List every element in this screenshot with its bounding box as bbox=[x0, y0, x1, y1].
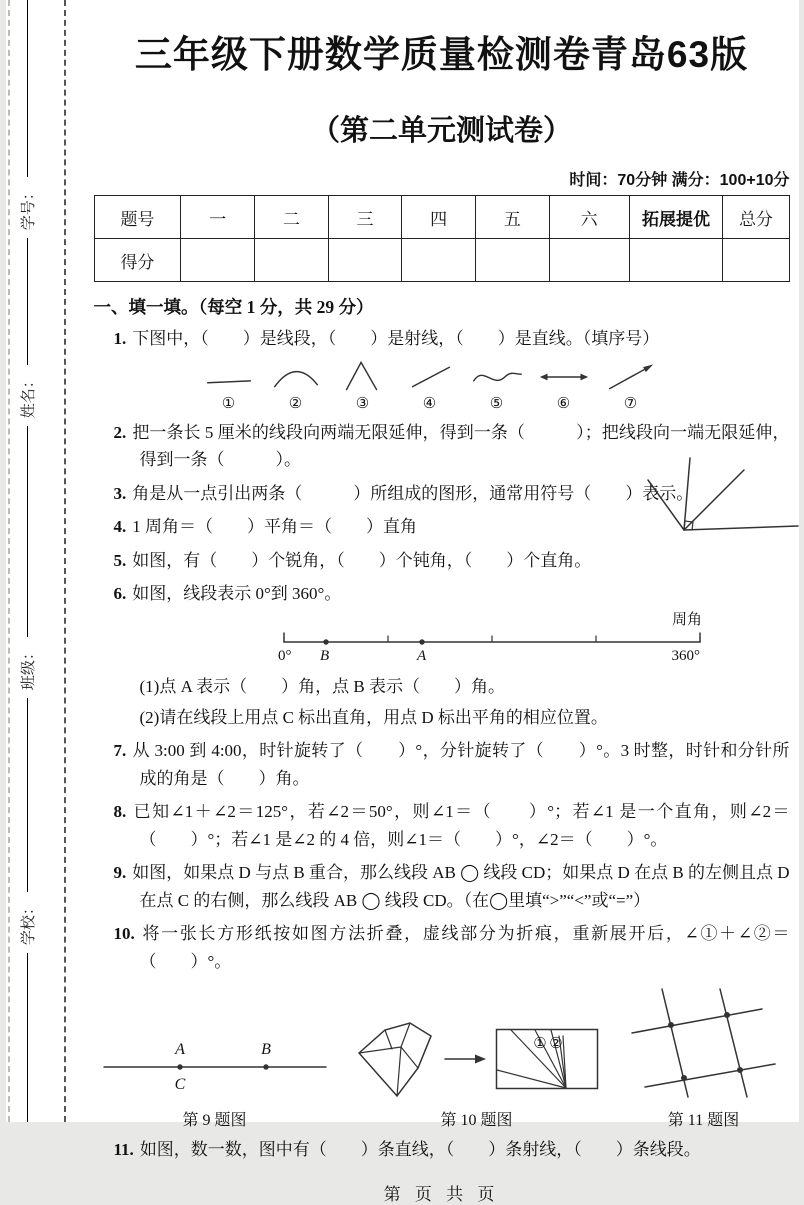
fig11-caption: 第 11 题图 bbox=[668, 1107, 739, 1130]
fig10-unfolded-rectangle bbox=[495, 1028, 599, 1090]
arc-shape bbox=[265, 359, 327, 393]
score-cell bbox=[723, 239, 789, 282]
figure-wavy-curve bbox=[466, 359, 528, 413]
col-five: 五 bbox=[476, 196, 550, 239]
point-a-dot bbox=[419, 639, 424, 644]
fig10-angle-2-label: ② bbox=[549, 1036, 562, 1052]
class-blank-line bbox=[26, 698, 28, 892]
question-8-number: 8. bbox=[114, 802, 133, 821]
fig10-angle-1-label: ① bbox=[533, 1036, 546, 1052]
fig11-crossing-lines bbox=[624, 987, 784, 1099]
point-b-label: B bbox=[320, 648, 329, 664]
student-id-label: 学号： bbox=[16, 185, 37, 230]
wavy-curve-shape bbox=[466, 359, 528, 393]
test-paper-page bbox=[6, 0, 799, 1122]
point-b-dot bbox=[323, 639, 328, 644]
figure-label-2: ② bbox=[289, 394, 302, 413]
question-9-number: 9. bbox=[114, 863, 133, 882]
question-10 bbox=[94, 920, 790, 975]
question-7 bbox=[94, 737, 790, 792]
figure-ray bbox=[600, 359, 662, 413]
question-1 bbox=[94, 325, 790, 353]
name-blank-line bbox=[26, 426, 28, 637]
line-shape bbox=[533, 359, 595, 393]
figure-slanted-segment bbox=[399, 359, 461, 413]
score-cell bbox=[255, 239, 329, 282]
figure-line-double-arrow bbox=[533, 359, 595, 413]
question-6-text: 如图，线段表示 0°到 360°。 bbox=[132, 584, 341, 603]
zero-degree-label: 0° bbox=[278, 648, 292, 664]
question-6-number: 6. bbox=[114, 584, 133, 603]
figure-label-7: ⑦ bbox=[624, 394, 637, 413]
fig10-caption: 第 10 题图 bbox=[440, 1107, 512, 1130]
figure-question-9 bbox=[100, 1027, 330, 1130]
col-one: 一 bbox=[181, 196, 255, 239]
school-blank-line bbox=[26, 953, 28, 1122]
question-6 bbox=[94, 580, 790, 608]
point-a-label: A bbox=[416, 648, 427, 664]
fig9-label-b: B bbox=[261, 1041, 271, 1058]
slanted-segment-shape bbox=[399, 359, 461, 393]
top-blank-line bbox=[26, 0, 28, 177]
question-4-number: 4. bbox=[114, 517, 133, 536]
angle-shape bbox=[332, 359, 394, 393]
angle-number-line bbox=[276, 612, 706, 664]
score-table-header-row bbox=[94, 196, 789, 239]
name-label: 姓名： bbox=[16, 373, 37, 418]
paper-title: 三年级下册数学质量检测卷青岛63版 bbox=[94, 24, 790, 78]
paper-content bbox=[94, 0, 790, 1205]
col-bonus: 拓展提优 bbox=[629, 196, 723, 239]
figure-label-6: ⑥ bbox=[557, 394, 570, 413]
page-edge-dashed-line bbox=[8, 0, 10, 1122]
fig9-caption: 第 9 题图 bbox=[182, 1107, 246, 1130]
question-10-number: 10. bbox=[114, 924, 141, 943]
time-score-info: 时间：70分钟 满分：100+10分 bbox=[94, 167, 790, 190]
figure-angle bbox=[332, 359, 394, 413]
round-angle-label: 周角 bbox=[671, 611, 701, 628]
question-11 bbox=[94, 1136, 790, 1164]
question-8-text: 已知∠1＋∠2＝125°，若∠2＝50°，则∠1＝（ ）°；若∠1 是一个直角，则∠2＝（ ）°；若∠1 是∠2 的 4 倍，则∠1＝（ ）°，∠2＝（ ）°。 bbox=[132, 802, 789, 849]
score-cell bbox=[402, 239, 476, 282]
question-8 bbox=[94, 798, 790, 853]
fig5-angle-rays bbox=[646, 452, 804, 542]
segment-shape bbox=[198, 359, 260, 393]
bottom-figures-row bbox=[94, 987, 790, 1130]
question-1-number: 1. bbox=[114, 329, 133, 348]
section-1-heading: 一、填一填。（每空 1 分，共 29 分） bbox=[94, 294, 790, 319]
figure-question-10 bbox=[355, 1019, 599, 1130]
paper-subtitle: （第二单元测试卷） bbox=[94, 108, 790, 149]
question-7-number: 7. bbox=[114, 741, 133, 760]
row-label-score: 得分 bbox=[94, 239, 181, 282]
figure-segment bbox=[198, 359, 260, 413]
col-six: 六 bbox=[549, 196, 629, 239]
question-9 bbox=[94, 859, 790, 914]
col-three: 三 bbox=[328, 196, 402, 239]
question-3-number: 3. bbox=[114, 484, 133, 503]
question-2-number: 2. bbox=[114, 423, 133, 442]
figure-label-3: ③ bbox=[356, 394, 369, 413]
arrow-icon bbox=[443, 1052, 487, 1066]
question-6-number-line bbox=[276, 612, 790, 669]
figure-question-5 bbox=[646, 452, 804, 547]
question-5 bbox=[94, 547, 790, 575]
fig9-label-c: C bbox=[174, 1076, 185, 1093]
score-cell bbox=[629, 239, 723, 282]
question-4-text: 1 周角＝（ ）平角＝（ ）直角 bbox=[132, 517, 417, 536]
question-11-text: 如图，数一数，图中有（ ）条直线，（ ）条射线，（ ）条线段。 bbox=[140, 1140, 701, 1159]
ray-shape bbox=[600, 359, 662, 393]
question-6-sub-1: (1)点 A 表示（ ）角，点 B 表示（ ）角。 bbox=[94, 673, 790, 700]
fig9-line-with-points bbox=[100, 1027, 330, 1099]
question-5-text: 如图，有（ ）个锐角，（ ）个钝角，（ ）个直角。 bbox=[132, 551, 591, 570]
question-6-sub-2: (2)请在线段上用点 C 标出直角，用点 D 标出平角的相应位置。 bbox=[94, 704, 790, 731]
fig10-folded-paper bbox=[355, 1019, 435, 1099]
score-table-score-row bbox=[94, 239, 789, 282]
student-info-strip bbox=[14, 0, 40, 1122]
score-cell bbox=[549, 239, 629, 282]
question-7-text: 从 3:00 到 4:00，时针旋转了（ ）°，分针旋转了（ ）°。3 时整，时针和分针所成的角是（ ）角。 bbox=[132, 741, 789, 788]
col-total: 总分 bbox=[723, 196, 789, 239]
fig9-label-a: A bbox=[174, 1041, 185, 1058]
school-label: 学校： bbox=[16, 900, 37, 945]
figure-label-5: ⑤ bbox=[490, 394, 503, 413]
score-cell bbox=[181, 239, 255, 282]
question-3-text: 角是从一点引出两条（ ）所组成的图形，通常用符号（ ）表示。 bbox=[132, 484, 693, 503]
id-blank-line bbox=[26, 238, 28, 365]
full-degree-label: 360° bbox=[671, 648, 700, 664]
question-2-text: 把一条长 5 厘米的线段向两端无限延伸，得到一条（ ）；把线段向一端无限延伸，得到一条（ ）。 bbox=[132, 423, 789, 470]
col-question-number: 题号 bbox=[94, 196, 181, 239]
figure-label-1: ① bbox=[222, 394, 235, 413]
figure-question-11 bbox=[624, 987, 784, 1130]
figure-arc bbox=[265, 359, 327, 413]
score-cell bbox=[328, 239, 402, 282]
col-four: 四 bbox=[402, 196, 476, 239]
binding-dashed-line bbox=[64, 0, 66, 1122]
question-1-text: 下图中，（ ）是线段，（ ）是射线，（ ）是直线。（填序号） bbox=[132, 329, 659, 348]
question-1-figures bbox=[198, 359, 790, 413]
figure-label-4: ④ bbox=[423, 394, 436, 413]
score-table bbox=[94, 195, 790, 282]
question-10-text: 将一张长方形纸按如图方法折叠，虚线部分为折痕，重新展开后，∠①＋∠②＝（ ）°。 bbox=[140, 924, 790, 971]
question-9-text: 如图，如果点 D 与点 B 重合，那么线段 AB ◯ 线段 CD；如果点 D 在点 B 的左侧且点 D 在点 C 的右侧，那么线段 AB ◯ 线段 CD。（在◯里填“>”“<”或“=”） bbox=[132, 863, 789, 910]
question-11-number: 11. bbox=[114, 1140, 140, 1159]
question-5-number: 5. bbox=[114, 551, 133, 570]
col-two: 二 bbox=[255, 196, 329, 239]
class-label: 班级： bbox=[16, 645, 37, 690]
score-cell bbox=[476, 239, 550, 282]
page-footer: 第 页 共 页 bbox=[94, 1180, 790, 1205]
fig10-cluster bbox=[355, 1019, 599, 1099]
